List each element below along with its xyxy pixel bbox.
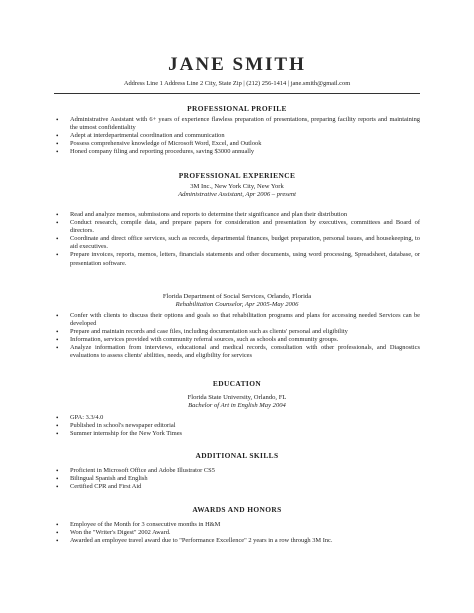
job-role: Rehabilitation Counselor, Apr 2005-May 2006 — [175, 301, 299, 308]
job-role: Administrative Assistant, Apr 2006 – present — [178, 191, 296, 198]
job-org: Florida Department of Social Services, Orlando, Florida — [162, 293, 312, 300]
list-item: • Prepare invoices, reports, memos, letters, financials statements and other documents, using word processing, Spreadsheet, database, or presentation software. — [56, 251, 420, 267]
list-item: • Certified CPR and First Aid — [56, 483, 420, 491]
header-divider — [54, 93, 420, 94]
list-item: • Administrative Assistant with 6+ years of experience flawless preparation of presentations, preparing facility reports and maintaining the utmost confidentiality — [56, 116, 420, 132]
list-item: • Confer with clients to discuss their options and goals so that rehabilitation programs and plans for accessing needed Services can be developed — [56, 312, 420, 328]
profile-list — [56, 116, 420, 156]
section-title-skills: ADDITIONAL SKILLS — [195, 451, 279, 460]
list-item: • Prepare and maintain records and case files, including documentation such as clients' personal and eligibility — [56, 328, 420, 336]
awards-list — [56, 521, 420, 545]
education-list — [56, 414, 420, 438]
section-title-education: EDUCATION — [212, 379, 262, 388]
list-item: • Read and analyze memos, submissions and reports to determine their significance and plan their distribution — [56, 211, 420, 219]
job-header — [0, 293, 474, 309]
school-header — [0, 394, 474, 410]
section-title-experience: PROFESSIONAL EXPERIENCE — [178, 171, 296, 180]
skills-list — [56, 467, 420, 491]
list-item: • Awarded an employee travel award due to "Performance Excellence" 2 years in a row through 3M Inc. — [56, 537, 420, 545]
list-item: • Proficient in Microsoft Office and Adobe Illustrator CS5 — [56, 467, 420, 475]
degree: Bachelor of Art in English May 2004 — [188, 402, 286, 409]
list-item: • GPA: 3.3/4.0 — [56, 414, 420, 422]
section-title-awards: AWARDS AND HONORS — [192, 505, 282, 514]
list-item: • Published in school's newspaper editorial — [56, 422, 420, 430]
contact-line: Address Line 1 Address Line 2 City, State Zip | (212) 256-1414 | jane.smith@gmail.com — [123, 80, 351, 87]
list-item: • Possess comprehensive knowledge of Microsoft Word, Excel, and Outlook — [56, 140, 420, 148]
section-title-profile: PROFESSIONAL PROFILE — [187, 104, 287, 113]
school-name: Florida State University, Orlando, FL — [187, 394, 287, 401]
list-item: • Employee of the Month for 3 consecutive months in H&M — [56, 521, 420, 529]
list-item: • Information, services provided with community referral sources, such as schools and community groups. — [56, 336, 420, 344]
job-header — [0, 183, 474, 199]
job-list — [56, 211, 420, 268]
list-item: • Summer internship for the New York Times — [56, 430, 420, 438]
list-item: • Conduct research, compile data, and prepare papers for consideration and presentation by executives, committees and Board of directors. — [56, 219, 420, 235]
candidate-name: JANE SMITH — [168, 54, 306, 75]
job-org: 3M Inc., New York City, New York — [190, 183, 284, 190]
job-list — [56, 312, 420, 361]
list-item: • Bilingual Spanish and English — [56, 475, 420, 483]
list-item: • Honed company filing and reporting procedures, saving $3000 annually — [56, 148, 420, 156]
list-item: • Analyze information from interviews, educational and medical records, consultation with other professionals, and Diagnostics evaluations to assess clients' abilities, needs, and eligibility for services — [56, 344, 420, 360]
list-item: • Coordinate and direct office services, such as records, departmental finances, budget preparation, personal issues, and housekeeping, to aid executives. — [56, 235, 420, 251]
list-item: • Won the "Writer's Digest" 2002 Award. — [56, 529, 420, 537]
list-item: • Adept at interdepartmental coordination and communication — [56, 132, 420, 140]
